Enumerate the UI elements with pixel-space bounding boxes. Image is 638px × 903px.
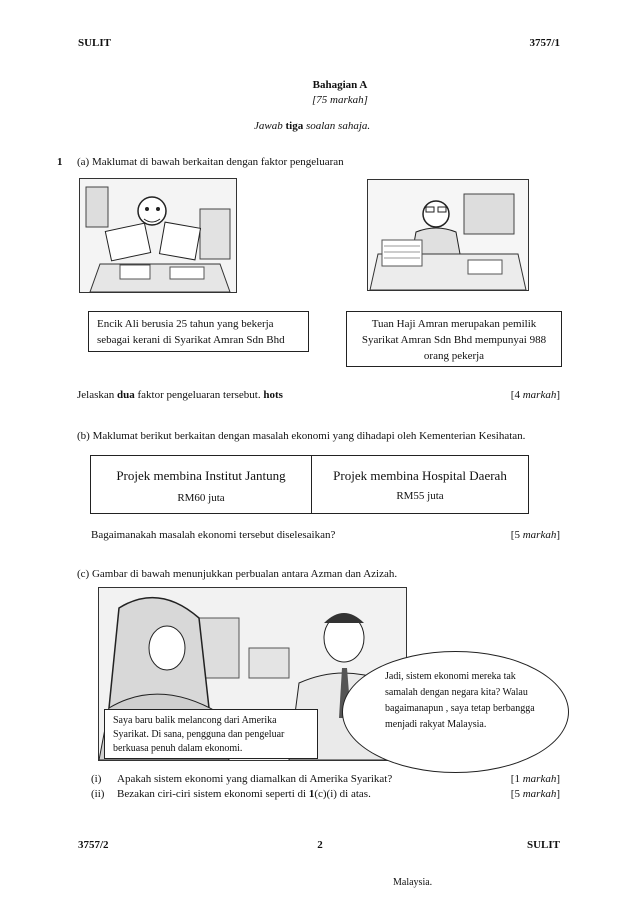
project2-cost: RM55 juta bbox=[396, 490, 444, 502]
q1c-intro: (c) Gambar di bawah menunjukkan perbualan antara Azman dan Azizah. bbox=[77, 568, 398, 580]
header-left: SULIT bbox=[78, 37, 112, 49]
projects-divider bbox=[311, 456, 312, 513]
q1a-marks: [4 markah] bbox=[510, 389, 560, 401]
header-right: 3757/1 bbox=[529, 37, 560, 49]
section-title: Bahagian A bbox=[312, 79, 368, 91]
speech-bubble-azman-text: Jadi, sistem ekonomi mereka tak samalah dengan negara kita? Walau bagaimanapun , saya tetap berbangga menjadi rakyat Malaysia. bbox=[385, 671, 535, 730]
q1c-i-text: Apakah sistem ekonomi yang diamalkan di Amerika Syarikat? bbox=[117, 773, 393, 785]
q1c-ii-marks: [5 markah] bbox=[510, 788, 560, 800]
owner-drawing bbox=[368, 180, 528, 290]
q1c-i-label: (i) bbox=[91, 773, 102, 785]
speech-bubble-azman bbox=[342, 651, 569, 773]
section-marks: [75 markah] bbox=[312, 94, 368, 106]
q1c-ii-label: (ii) bbox=[91, 788, 105, 800]
projects-table bbox=[90, 455, 529, 514]
footer-right: SULIT bbox=[526, 839, 560, 851]
project2-title: Projek membina Hospital Daerah bbox=[333, 468, 507, 483]
footer-left: 3757/2 bbox=[78, 839, 109, 851]
q1c-i-marks: [1 markah] bbox=[510, 773, 560, 785]
q1a-question: Jelaskan dua faktor pengeluaran tersebut. hots bbox=[77, 389, 283, 401]
clerk-illustration bbox=[79, 178, 237, 293]
q1b-question: Bagaimanakah masalah ekonomi tersebut diselesaikan? bbox=[91, 529, 336, 541]
footer-bottom-text: Malaysia. bbox=[393, 877, 433, 888]
project1-cost: RM60 juta bbox=[177, 492, 225, 504]
page-number: 2 bbox=[317, 839, 323, 851]
question-number: 1 bbox=[57, 156, 63, 168]
owner-illustration bbox=[367, 179, 529, 291]
q1b-marks: [5 markah] bbox=[510, 529, 560, 541]
q1a-intro: (a) Maklumat di bawah berkaitan dengan faktor pengeluaran bbox=[77, 156, 344, 168]
q1b-intro: (b) Maklumat berikut berkaitan dengan masalah ekonomi yang dihadapi oleh Kementerian Kesihatan. bbox=[77, 430, 526, 442]
q1c-ii-text: Bezakan ciri-ciri sistem ekonomi seperti di 1(c)(i) di atas. bbox=[117, 788, 371, 800]
section-instruction: Jawab tiga soalan sahaja. bbox=[254, 120, 371, 132]
project1-title: Projek membina Institut Jantung bbox=[116, 468, 286, 483]
caption-encik-ali: Encik Ali berusia 25 tahun yang bekerja sebagai kerani di Syarikat Amran Sdn Bhd bbox=[88, 311, 309, 352]
clerk-drawing bbox=[80, 179, 236, 292]
speech-bubble-azizah: Saya baru balik melancong dari Amerika Syarikat. Di sana, pengguna dan pengeluar berkuasa penuh dalam ekonomi. bbox=[104, 709, 318, 759]
caption-tuan-haji-amran: Tuan Haji Amran merupakan pemilik Syarikat Amran Sdn Bhd mempunyai 988 orang pekerja bbox=[346, 311, 562, 367]
